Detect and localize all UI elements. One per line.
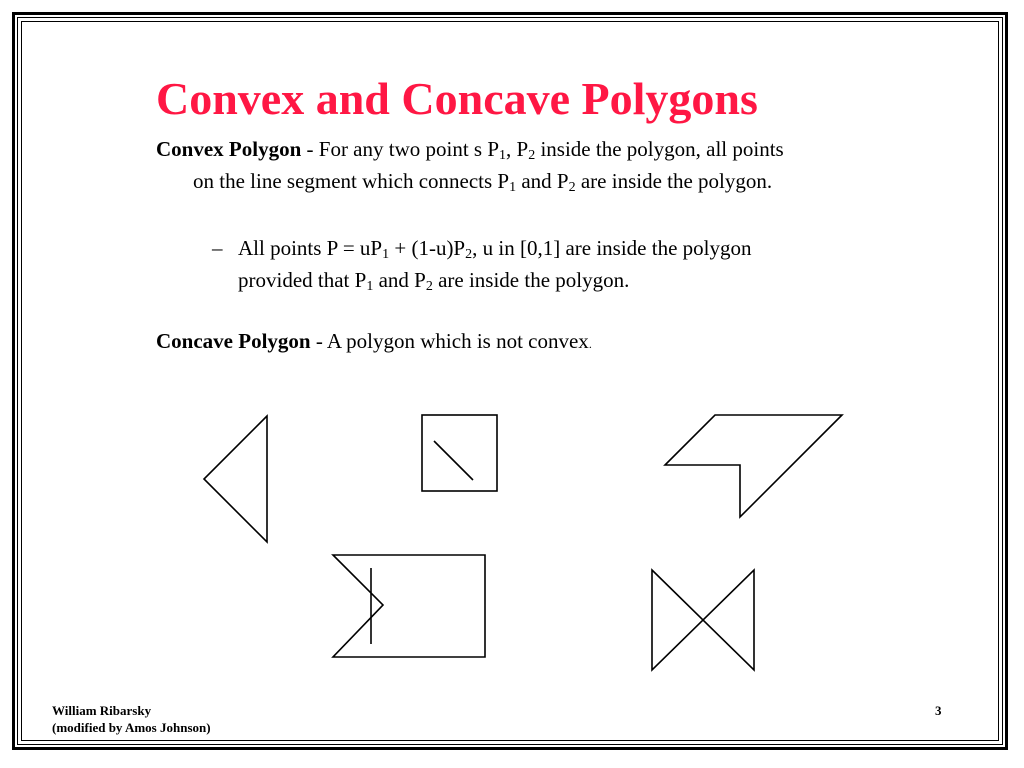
subscript: 1	[382, 247, 390, 262]
footer-author: William Ribarsky	[52, 703, 152, 718]
convex-text: inside the polygon, all points	[535, 137, 784, 161]
subscript: 1	[366, 279, 374, 294]
bowtie-self-intersecting-shape	[652, 570, 754, 670]
bullet-text: and P	[373, 268, 426, 292]
concave-text: - A polygon which is not convex	[310, 329, 589, 353]
page-number: 3	[935, 703, 942, 718]
subscript: 1	[499, 148, 507, 163]
concave-parallelogram-shape	[665, 415, 842, 517]
subscript: 2	[568, 180, 576, 195]
subscript: 2	[425, 279, 433, 294]
triangle-convex-shape	[204, 416, 267, 542]
concave-arrow-notch-shape	[333, 555, 485, 657]
subscript: 1	[509, 180, 517, 195]
convex-term: Convex Polygon	[156, 137, 302, 161]
bullet-text: All points P = uP	[238, 236, 383, 260]
slide-title: Convex and Concave Polygons	[156, 73, 758, 124]
footer-modified-by: (modified by Amos Johnson)	[52, 720, 211, 735]
convex-text: on the line segment which connects P	[193, 169, 510, 193]
bullet-dash: –	[212, 236, 223, 260]
convex-text: are inside the polygon.	[575, 169, 773, 193]
subscript: 2	[528, 148, 536, 163]
convex-text: , P	[506, 137, 529, 161]
bullet-text: + (1-u)P	[389, 236, 466, 260]
concave-term: Concave Polygon	[156, 329, 311, 353]
square-inner-segment	[434, 441, 473, 480]
bullet-text: provided that P	[238, 268, 367, 292]
bullet-text: are inside the polygon.	[432, 268, 630, 292]
convex-text: and P	[516, 169, 569, 193]
square-convex-shape	[422, 415, 497, 491]
concave-period: .	[588, 337, 592, 351]
subscript: 2	[465, 247, 473, 262]
bullet-text: , u in [0,1] are inside the polygon	[472, 236, 752, 260]
convex-text: - For any two point s P	[301, 137, 500, 161]
